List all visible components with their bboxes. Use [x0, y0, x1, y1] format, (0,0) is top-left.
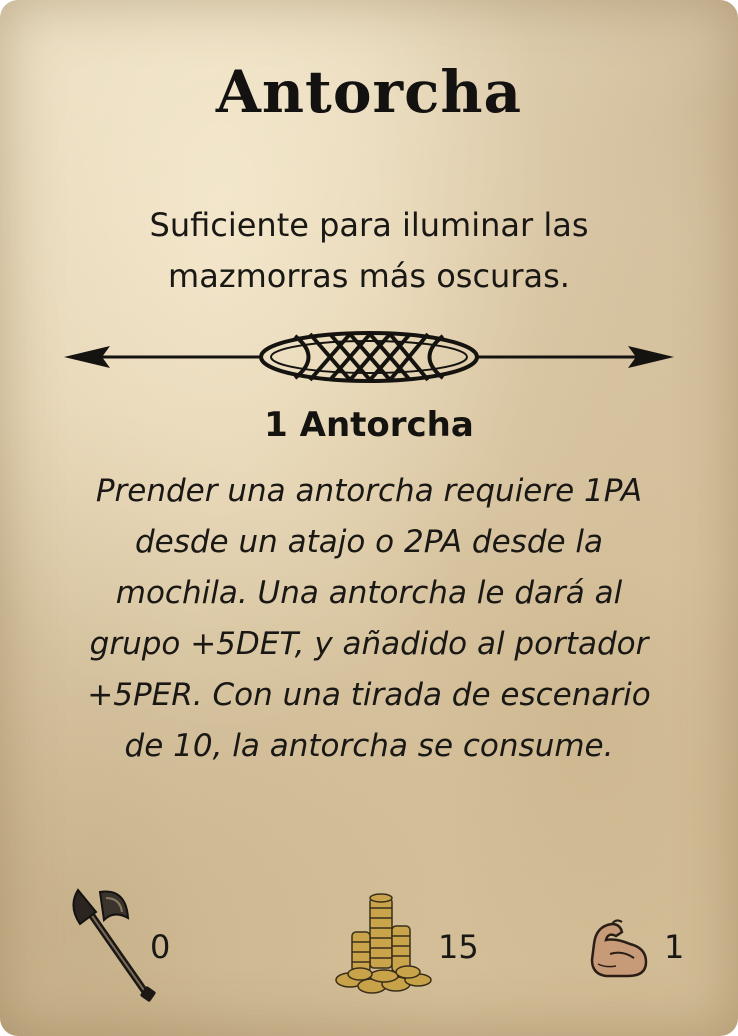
card-title: Antorcha — [215, 58, 523, 126]
rules-line-3: mochila. Una antorcha le dará al — [115, 575, 623, 611]
gold-coins-icon — [330, 890, 434, 1000]
rules-line-6: de 10, la antorcha se consume. — [124, 728, 614, 764]
flavor-line-1: Suficiente para iluminar las — [149, 206, 589, 244]
flexed-arm-icon — [586, 914, 652, 980]
celtic-knot-divider — [60, 322, 678, 392]
strength-value: 1 — [664, 928, 685, 966]
rules-line-5: +5PER. Con una tirada de escenario — [87, 677, 651, 713]
celtic-knot-icon — [261, 333, 477, 381]
rules-text — [36, 466, 702, 772]
rules-line-4: grupo +5DET, y añadido al portador — [89, 626, 649, 662]
rules-line-1: Prender una antorcha requiere 1PA — [95, 473, 643, 509]
cost-value: 15 — [438, 928, 479, 966]
attack-value: 0 — [150, 928, 171, 966]
rules-line-2: desde un atajo o 2PA desde la — [134, 524, 604, 560]
battle-axe-icon — [64, 884, 156, 1008]
flavor-text — [60, 200, 678, 302]
card-subtitle: 1 Antorcha — [264, 405, 474, 445]
flavor-line-2: mazmorras más oscuras. — [168, 257, 570, 295]
